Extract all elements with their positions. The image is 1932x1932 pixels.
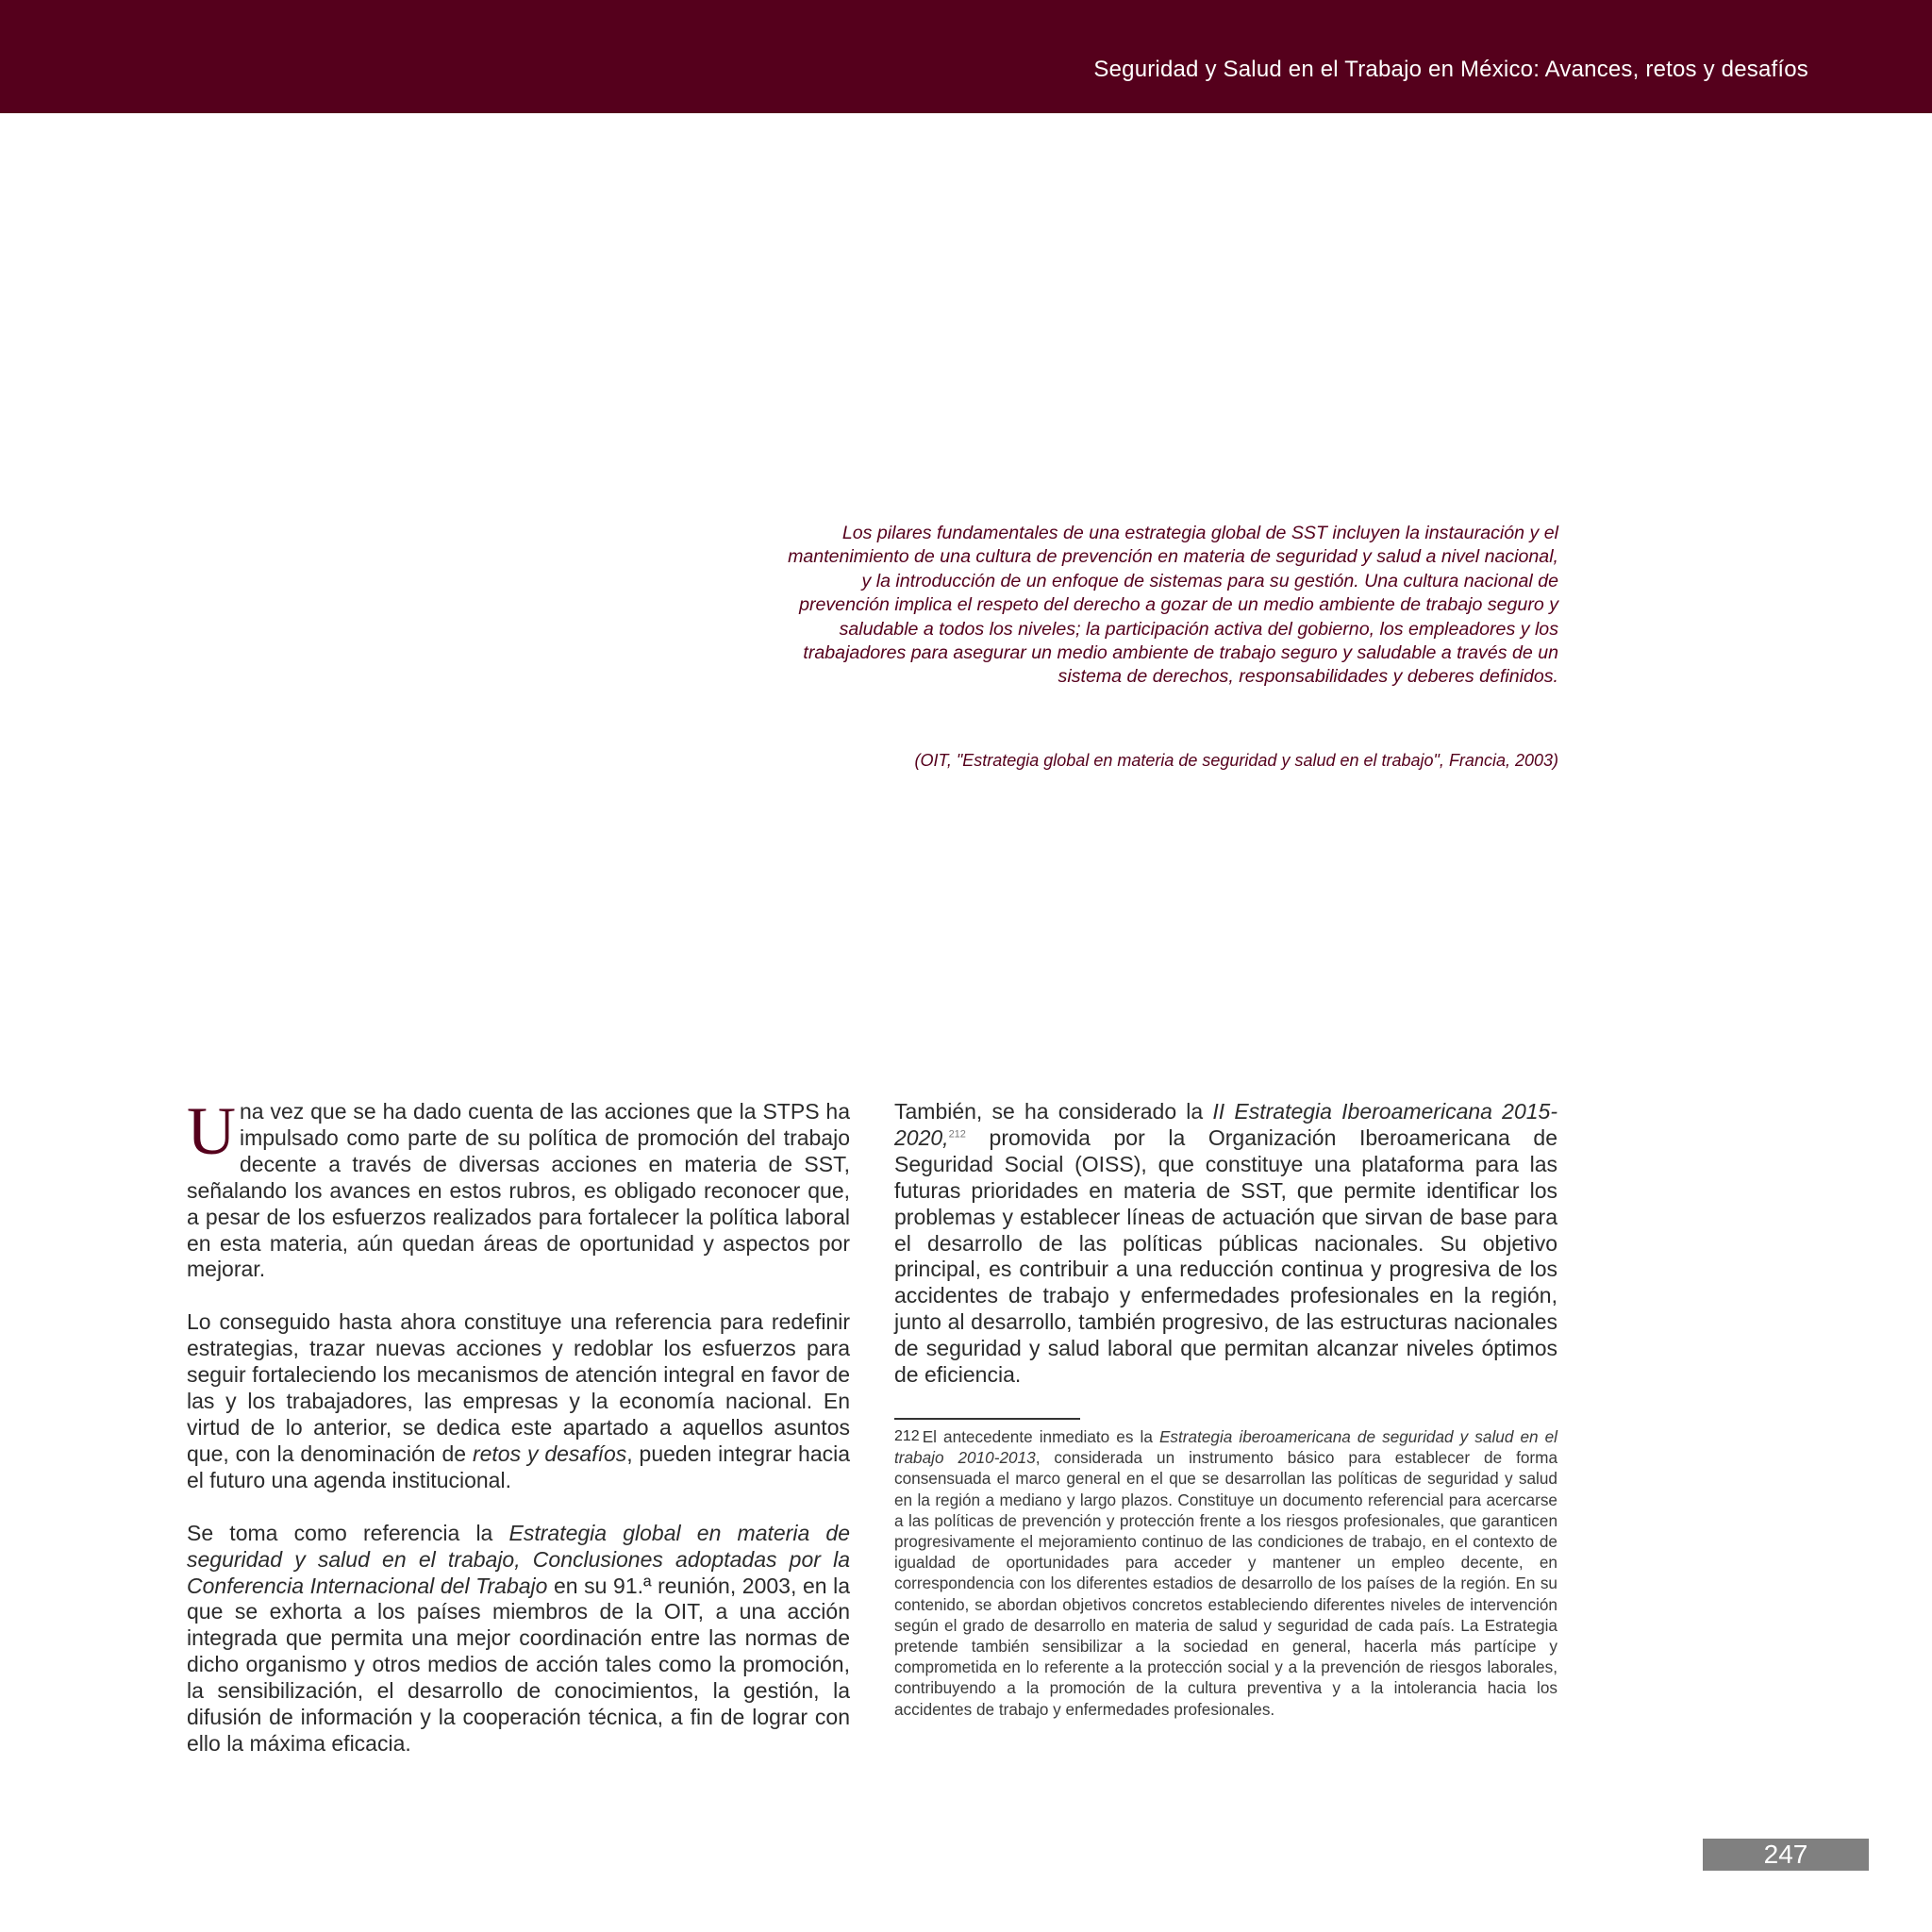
footnote-212: 212 El antecedente inmediato es la Estrategia iberoamericana de seguridad y salud en el trabajo 2010-2013, considerada un instrumento básico para establecer de forma consensuada el marco general en el que se desarrollan las políticas de seguridad y salud en la región a mediano y largo plazos. Constituye un documento referencial para acercarse a las políticas de prevención y protección frente a los riesgos profesionales, que garanticen progresivamente el mejoramiento continuo de las condiciones de trabajo, en el contexto de igualdad de oportunidades para acceder y mantener un empleo decente, en correspondencia con los diferentes estadios de desarrollo de los países de la región. En su contenido, se abordan objetivos concretos estableciendo diferentes niveles de intervención según el grado de desarrollo en materia de salud y seguridad de cada país. La Estrategia pretende también sensibilizar a la sociedad en general, hacerla más partícipe y comprometida en lo referente a la protección social y a la prevención de riesgos laborales, contribuyendo a la promoción de la cultura preventiva y a la intolerancia hacia los accidentes de trabajo y enfermedades profesionales. xyxy=(894,1427,1558,1719)
footnote-number: 212 xyxy=(894,1428,920,1444)
drop-cap: U xyxy=(187,1093,236,1169)
running-header-title: Seguridad y Salud en el Trabajo en México: Avances, retos y desafíos xyxy=(1093,57,1808,82)
page-number: 247 xyxy=(1763,1840,1808,1869)
footnote-divider xyxy=(894,1418,1080,1420)
right-column xyxy=(894,1099,1557,1415)
epigraph-source: (OIT, "Estrategia global en materia de seguridad y salud en el trabajo", Francia, 2003) xyxy=(914,751,1558,770)
left-column xyxy=(187,1093,851,1784)
page-number-box xyxy=(1703,1839,1869,1871)
paragraph-2: Lo conseguido hasta ahora constituye una referencia para redefinir estrategias, trazar nuevas acciones y redoblar los esfuerzos para seguir fortaleciendo los mecanismos de atención integral en favor de las y los trabajadores, las empresas y la economía nacional. En virtud de lo anterior, se dedica este apartado a aquellos asuntos que, con la denominación de retos y desafíos, pueden integrar hacia el futuro una agenda institucional. xyxy=(187,1309,851,1492)
epigraph-quote: Los pilares fundamentales de una estrategia global de SST incluyen la instauración y el mantenimiento de una cultura de prevención en materia de seguridad y salud a nivel nacional, y la introducción de un enfoque de sistemas para su gestión. Una cultura nacional de prevención implica el respeto del derecho a gozar de un medio ambiente de trabajo seguro y saludable a todos los niveles; la participación activa del gobierno, los empleadores y los trabajadores para asegurar un medio ambiente de trabajo seguro y saludable a través de un sistema de derechos, responsabilidades y deberes definidos. xyxy=(788,523,1558,688)
paragraph-3: Se toma como referencia la Estrategia global en materia de seguridad y salud en el trabajo, Conclusiones adoptadas por la Conferencia Internacional del Trabajo en su 91.ª reunión, 2003, en la que se exhorta a los países miembros de la OIT, a una acción integrada que permita una mejor coordinación entre las normas de dicho organismo y otros medios de acción tales como la promoción, la sensibilización, el desarrollo de conocimientos, la gestión, la difusión de información y la cooperación técnica, a fin de lograr con ello la máxima eficacia. xyxy=(187,1520,851,1756)
footnote-reference[interactable]: 212 xyxy=(948,1128,966,1141)
paragraph-1: Una vez que se ha dado cuenta de las acciones que la STPS ha impulsado como parte de su política de promoción del trabajo decente a través de diversas acciones en materia de SST, señalando los avances en estos rubros, es obligado reconocer que, a pesar de los esfuerzos realizados para fortalecer la política laboral en esta materia, aún quedan áreas de oportunidad y aspectos por mejorar. xyxy=(187,1093,850,1282)
paragraph-4: También, se ha considerado la II Estrategia Iberoamericana 2015-2020,$^{212}$ promovida por la Organización Iberoamericana de Seguridad Social (OISS), que constituye una plataforma para las futuras prioridades en materia de SST, que permite identificar los problemas y establecer líneas de actuación que sirvan de base para el desarrollo de las políticas públicas nacionales. Su objetivo principal, es contribuir a una reducción continua y progresiva de los accidentes de trabajo y enfermedades profesionales en la región, junto al desarrollo, también progresivo, de las estructuras nacionales de seguridad y salud laboral que permitan alcanzar niveles óptimos de eficiencia. xyxy=(894,1099,1557,1388)
header-band xyxy=(0,0,1932,113)
